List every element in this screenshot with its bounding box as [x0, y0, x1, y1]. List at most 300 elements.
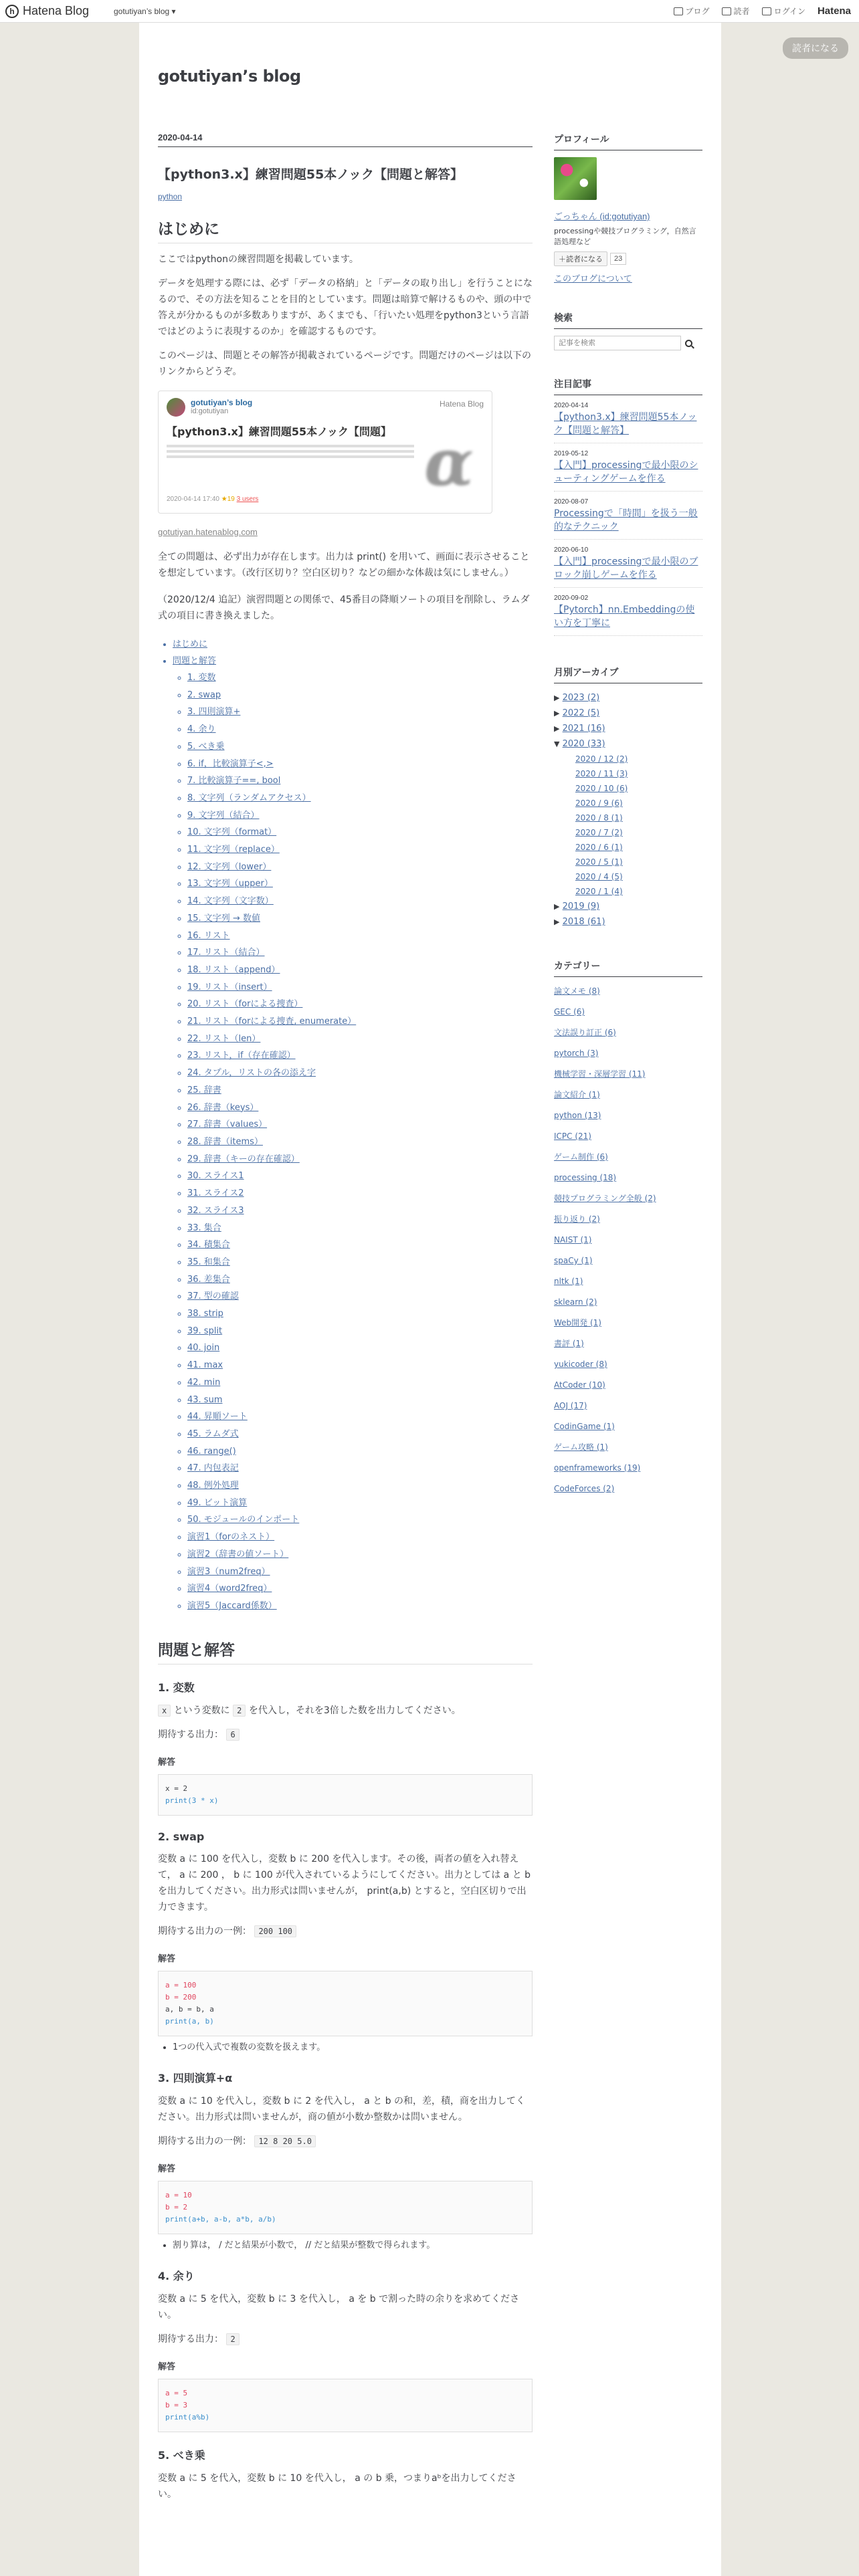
- write-blog-button[interactable]: [674, 5, 710, 17]
- q4-expect: [158, 2331, 533, 2347]
- archive-month-link[interactable]: 2020 / 8 (1): [575, 813, 623, 823]
- category-link[interactable]: CodeForces (2): [554, 1484, 615, 1493]
- q2-text: 変数 a に 100 を代入し，変数 b に 200 を代入します。その後，両者の値を入れ替えて， a に 200 ， b に 100 が代入されているようにしてください。出力としては a と b を出力してください。出力形式は問いませんが， print(a,b) とすると，空白区切りで出力できます。: [158, 1853, 531, 1913]
- recent-item-link[interactable]: 【Pytorch】nn.Embeddingの使い方を丁寧に: [554, 605, 695, 629]
- archive-list: [554, 690, 702, 930]
- toc-subitem: [187, 893, 533, 910]
- toc-link-intro[interactable]: はじめに: [173, 639, 208, 649]
- q1-var-code: x: [158, 1705, 171, 1717]
- search-heading: 検索: [554, 311, 702, 329]
- toc-subitem: [187, 1323, 533, 1340]
- toc-subitem: [187, 1374, 533, 1392]
- toc-subitem: [187, 944, 533, 962]
- toc-sublink[interactable]: 7. 比較演算子==, bool: [187, 776, 281, 786]
- q3-note-list: [173, 2238, 533, 2253]
- toc-subitem: [187, 841, 533, 859]
- toc-subitem: [187, 1237, 533, 1254]
- recent-list: [554, 402, 702, 636]
- category-link[interactable]: 論文メモ (8): [554, 986, 600, 996]
- q4-expect-value: 2: [226, 2333, 239, 2345]
- archive-year-link[interactable]: 2021 (16): [562, 724, 605, 734]
- archive-year[interactable]: [554, 914, 702, 930]
- toc-sublink[interactable]: 10. 文字列（format）: [187, 827, 277, 838]
- embed-excerpt: [167, 442, 414, 461]
- toc-sublink[interactable]: 48. 例外処理: [187, 1481, 239, 1491]
- archive-year-link[interactable]: 2019 (9): [562, 901, 600, 911]
- code-line: a = 100: [165, 1980, 197, 1990]
- toc-subitem: [187, 738, 533, 756]
- toc-subitem: [187, 1220, 533, 1237]
- search-form: [554, 336, 702, 350]
- archive-year-link[interactable]: 2022 (5): [562, 708, 600, 718]
- toc-subitem: [187, 928, 533, 945]
- q1-val-code: 2: [233, 1705, 246, 1717]
- toc-sublink[interactable]: 1. 変数: [187, 673, 216, 683]
- embed-date: 2020-04-14 17:40: [167, 496, 219, 503]
- toc-subitem: [187, 979, 533, 996]
- toc-link-qa[interactable]: 問題と解答: [173, 656, 217, 666]
- intro-paragraph-3: このページは、問題とその解答が掲載されているページです。問題だけのページは以下のリンクからどうぞ。: [158, 350, 532, 377]
- toc-subitem: [187, 962, 533, 979]
- search-icon[interactable]: [685, 340, 692, 347]
- article: [158, 132, 533, 2502]
- category-link[interactable]: GEC (6): [554, 1007, 585, 1016]
- toc-subitem: [187, 1580, 533, 1598]
- toc-sublink[interactable]: 50. モジュールのインポート: [187, 1515, 300, 1525]
- recent-item-date: 2020-09-02: [554, 595, 589, 602]
- embed-avatar: [167, 398, 185, 417]
- q1-expect: [158, 1727, 533, 1743]
- q1-text-b: を代入し，それを3倍した数を出力してください。: [248, 1705, 461, 1716]
- q3-title: 3. 四則演算+α: [158, 2071, 233, 2084]
- toc-sublink[interactable]: 32. スライス3: [187, 1205, 244, 1216]
- toc-subitem: [187, 1477, 533, 1495]
- profile-heading: プロフィール: [554, 132, 702, 150]
- toc-sublink[interactable]: 8. 文字列（ランダムアクセス）: [187, 792, 311, 803]
- q5-title: 5. べき乗: [158, 2448, 205, 2462]
- toc-subitem: [187, 687, 533, 704]
- toc-subitem: [187, 1408, 533, 1426]
- recent-divider: [554, 491, 702, 492]
- category-link[interactable]: pytorch (3): [554, 1049, 599, 1058]
- category-link[interactable]: yukicoder (8): [554, 1360, 607, 1369]
- toc-sublink[interactable]: 4. 余り: [187, 724, 216, 735]
- archive-year-link[interactable]: 2018 (61): [562, 917, 605, 927]
- toc-subitem: [187, 1339, 533, 1357]
- category-link[interactable]: ゲーム攻略 (1): [554, 1442, 608, 1452]
- recent-item-link[interactable]: 【入門】processingで最小限のシューティングゲームを作る: [554, 460, 698, 484]
- toc-sublink[interactable]: 13. 文字列（upper）: [187, 879, 273, 889]
- code-line: a = 10: [165, 2190, 192, 2199]
- archive-month-link[interactable]: 2020 / 11 (3): [575, 769, 628, 778]
- q2-note: • 1つの代入式で複数の変数を扱えます。: [173, 2040, 533, 2055]
- blog-card-embed[interactable]: [158, 391, 492, 514]
- archive-toggle-icon[interactable]: ▶: [554, 902, 560, 911]
- pencil-icon: [674, 7, 683, 15]
- category-link[interactable]: ICPC (21): [554, 1132, 591, 1141]
- toc-sublink[interactable]: 47. 内包表記: [187, 1463, 239, 1474]
- blog-name-dropdown[interactable]: gotutiyan’s blog ▾: [114, 7, 176, 16]
- paragraph-output-rule: 全ての問題は、必ず出力が存在します。出力は print() を用いて、画面に表示させることを想定しています。（改行区切り？空白区切り？などの細かな体裁は気にしません。）: [158, 552, 530, 578]
- q3-expect-value: 12 8 20 5.0: [254, 2135, 315, 2147]
- toc-subitem: [187, 1202, 533, 1220]
- hatena-topbar: [0, 0, 859, 23]
- reader-button[interactable]: [722, 5, 750, 17]
- category-link[interactable]: 機械学習・深層学習 (11): [554, 1069, 646, 1079]
- category-link[interactable]: 文法誤り訂正 (6): [554, 1028, 616, 1037]
- q1-title: 1. 変数: [158, 1681, 195, 1694]
- profile-avatar[interactable]: [554, 157, 597, 200]
- q5-text: 変数 a に 5 を代入，変数 b に 10 を代入し， a の b 乗，つまりaᵇを出力してください。: [158, 2472, 516, 2500]
- toc-subitem: [187, 824, 533, 841]
- code-line: print(a%b): [165, 2412, 210, 2422]
- toc-sublink[interactable]: 27. 辞書（values）: [187, 1119, 268, 1130]
- toc-sublink[interactable]: 25. 辞書: [187, 1085, 221, 1095]
- embed-blog-id: id:gotutiyan: [191, 407, 229, 415]
- profile-description: processingや競技プログラミング，自然言語処理など: [554, 227, 696, 246]
- toc-sublink[interactable]: 28. 辞書（items）: [187, 1136, 263, 1147]
- toc-sublink[interactable]: 35. 和集合: [187, 1257, 230, 1267]
- q4-expect-label: 期待する出力：: [158, 2333, 223, 2345]
- toc-subitem: [187, 859, 533, 876]
- q2-title: 2. swap: [158, 1830, 205, 1843]
- archive-year[interactable]: [554, 706, 702, 721]
- sidebar: [554, 132, 702, 1499]
- qa-heading: 問題と解答: [158, 1638, 533, 1665]
- search-input[interactable]: [554, 336, 681, 350]
- q2-expect-value: 200 100: [254, 1925, 296, 1937]
- toc-sublink[interactable]: 46. range(): [187, 1446, 236, 1457]
- hatena-blog-logo[interactable]: [5, 4, 89, 18]
- toc-subitem: [187, 1546, 533, 1564]
- toc-sublink[interactable]: 14. 文字列（文字数）: [187, 896, 274, 907]
- blog-container: [139, 23, 721, 2576]
- recent-item-link[interactable]: 【python3.x】練習問題55本ノック【問題と解答】: [554, 412, 697, 436]
- embed-title[interactable]: 【python3.x】練習問題55本ノック【問題】: [167, 425, 391, 438]
- archive-month-link[interactable]: 2020 / 7 (2): [575, 828, 623, 837]
- category-link[interactable]: Web開発 (1): [554, 1318, 601, 1327]
- category-heading: カテゴリー: [554, 959, 702, 977]
- toc-sublink[interactable]: 22. リスト（len）: [187, 1033, 261, 1044]
- toc-subitem: [187, 875, 533, 893]
- category-link[interactable]: AOJ (17): [554, 1401, 587, 1410]
- toc-subitem: [187, 996, 533, 1013]
- toc-subitem: [187, 807, 533, 825]
- embed-bookmark-users[interactable]: 3 users: [236, 496, 259, 503]
- toc-subitem: [187, 910, 533, 928]
- recent-divider: [554, 587, 702, 588]
- embed-blog-name[interactable]: gotutiyan’s blog: [191, 398, 253, 407]
- toc-sublink[interactable]: 20. リスト（forによる捜査）: [187, 999, 303, 1010]
- toc-subitem: [187, 1065, 533, 1082]
- toc-subitem: [187, 1134, 533, 1151]
- entry-title[interactable]: 【python3.x】練習問題55本ノック【問題と解答】: [158, 167, 463, 182]
- toc-subitem: [187, 1460, 533, 1477]
- category-link[interactable]: 振り返り (2): [554, 1214, 600, 1224]
- category-link[interactable]: processing (18): [554, 1173, 617, 1182]
- toc-subitem: [187, 1564, 533, 1581]
- q4-answer-heading: 解答: [158, 2361, 176, 2372]
- recent-item-date: 2020-06-10: [554, 546, 589, 554]
- entry-date[interactable]: 2020-04-14: [158, 132, 533, 147]
- toc-sublink[interactable]: 23. リスト，if（存在確認）: [187, 1051, 296, 1061]
- recent-item-date: 2020-08-07: [554, 498, 589, 506]
- toc-sublist: [187, 669, 533, 1615]
- toc-subitem: [187, 1305, 533, 1323]
- toc-item: [173, 636, 533, 653]
- archive-year[interactable]: [554, 721, 702, 736]
- archive-month-link[interactable]: 2020 / 1 (4): [575, 887, 623, 896]
- toc-subitem: [187, 669, 533, 687]
- toc-subitem: [187, 1047, 533, 1065]
- toc-sublink[interactable]: 45. ラムダ式: [187, 1428, 239, 1439]
- recent-item: [554, 546, 702, 588]
- code-line: b = 200: [165, 1992, 197, 2002]
- q1-text-a: という変数に: [173, 1705, 230, 1716]
- q3-answer-heading: 解答: [158, 2163, 176, 2174]
- archive-month-link[interactable]: 2020 / 4 (5): [575, 872, 623, 881]
- code-line: print(a+b, a-b, a*b, a/b): [165, 2214, 276, 2224]
- recent-item-date: 2020-04-14: [554, 402, 589, 409]
- toc-sublink[interactable]: 34. 積集合: [187, 1240, 230, 1251]
- reader-icon: [722, 7, 731, 15]
- hatena-logo-icon: h: [5, 5, 19, 18]
- hatena-blog-logo-text: Hatena Blog: [23, 4, 90, 17]
- reader-count: 23: [610, 253, 626, 265]
- toc-sublink[interactable]: 42. min: [187, 1377, 221, 1388]
- q1-answer-heading: 解答: [158, 1757, 176, 1767]
- recent-item: [554, 402, 702, 443]
- toc-sublink[interactable]: 40. join: [187, 1343, 220, 1354]
- hatena-brand-link[interactable]: Hatena: [817, 5, 851, 17]
- entry-category-link[interactable]: python: [158, 192, 183, 201]
- toc-subitem: [187, 1031, 533, 1048]
- toc-sublink[interactable]: 38. strip: [187, 1309, 223, 1319]
- archive-toggle-icon[interactable]: ▶: [554, 724, 560, 733]
- toc-sublink[interactable]: 43. sum: [187, 1394, 223, 1405]
- toc-item: [173, 653, 533, 1615]
- q2-code-block: [158, 1971, 533, 2036]
- toc-subitem: [187, 1288, 533, 1305]
- toc-subitem: [187, 721, 533, 738]
- q1-expect-value: 6: [226, 1729, 239, 1741]
- toc-sublink[interactable]: 演習1（forのネスト）: [187, 1532, 275, 1543]
- toc-subitem: [187, 756, 533, 773]
- toc-subitem: [187, 1254, 533, 1271]
- category-link[interactable]: spaCy (1): [554, 1256, 593, 1265]
- archive-toggle-icon[interactable]: ▼: [554, 740, 560, 748]
- code-line: print(3 * x): [165, 1796, 219, 1805]
- toc-sublink[interactable]: 31. スライス2: [187, 1188, 244, 1199]
- toc-sublink[interactable]: 24. タプル，リストの各の添え字: [187, 1068, 316, 1079]
- blog-title[interactable]: gotutiyan’s blog: [158, 67, 301, 86]
- category-link[interactable]: 書評 (1): [554, 1339, 584, 1348]
- category-link[interactable]: nltk (1): [554, 1277, 583, 1286]
- toc-subitem: [187, 704, 533, 721]
- q2-answer-heading: 解答: [158, 1953, 176, 1964]
- q1-text: [158, 1703, 533, 1719]
- recent-item: [554, 595, 702, 636]
- toc-subitem: [187, 1511, 533, 1529]
- q3-expect-label: 期待する出力の一例：: [158, 2135, 252, 2147]
- toc-sublink[interactable]: 11. 文字列（replace）: [187, 845, 280, 855]
- toc-subitem: [187, 1426, 533, 1443]
- q2-note-list: [173, 2040, 533, 2055]
- code-line: print(a, b): [165, 2016, 214, 2026]
- toc-sublink[interactable]: 演習2（辞書の値ソート）: [187, 1549, 289, 1560]
- login-label: ログイン: [773, 7, 805, 16]
- toc-sublink[interactable]: 30. スライス1: [187, 1171, 244, 1182]
- intro-paragraph-2: データを処理する際には、必ず「データの格納」と「データの取り出し」を行うことになるので、その方法を知ることを目的としています。問題は暗算で解けるものや、頭の中で答えが分かるものが多数ありますが、あくまでも、「行いたい処理をpython3という言語ではどのように表現するのか」を確認するものです。: [158, 278, 533, 337]
- profile-subscribe-button[interactable]: ＋読者になる: [554, 251, 607, 266]
- embed-source-link[interactable]: gotutiyan.hatenablog.com: [158, 527, 258, 537]
- toc-subitem: [187, 1271, 533, 1289]
- login-icon: [762, 7, 771, 15]
- category-link[interactable]: openframeworks (19): [554, 1463, 641, 1473]
- toc-sublink[interactable]: 3. 四則演算+: [187, 707, 241, 718]
- toc-sublink[interactable]: 21. リスト（forによる捜査, enumerate）: [187, 1016, 357, 1027]
- q3-note: • 割り算は， / だと結果が小数で， // だと結果が整数で得られます。: [173, 2238, 533, 2253]
- category-link[interactable]: ゲーム制作 (6): [554, 1152, 608, 1162]
- profile-subscribe-label: 読者になる: [566, 255, 603, 263]
- toc-sublink[interactable]: 41. max: [187, 1360, 223, 1371]
- embed-thumbnail: α: [424, 425, 474, 500]
- category-link[interactable]: CodinGame (1): [554, 1422, 615, 1431]
- q4-title: 4. 余り: [158, 2269, 195, 2282]
- code-line: b = 2: [165, 2202, 188, 2212]
- toc-subitem: [187, 1185, 533, 1202]
- recent-item: [554, 498, 702, 540]
- toc-subitem: [187, 1495, 533, 1512]
- toc-sublink[interactable]: 49. ビット演算: [187, 1497, 248, 1508]
- q4-code-block: [158, 2379, 533, 2432]
- code-line: b = 3: [165, 2400, 188, 2409]
- embed-star-count[interactable]: ★19: [221, 496, 235, 503]
- toc-sublink[interactable]: 37. 型の確認: [187, 1291, 239, 1302]
- intro-heading: はじめに: [158, 217, 533, 243]
- q3-code-block: [158, 2181, 533, 2234]
- toc-sublink[interactable]: 39. split: [187, 1325, 223, 1336]
- category-link[interactable]: sklearn (2): [554, 1297, 597, 1307]
- code-line: a, b = b, a: [165, 2004, 214, 2014]
- toc-sublink[interactable]: 6. if，比較演算子<,>: [187, 758, 274, 769]
- q1-code-block: [158, 1774, 533, 1816]
- recent-divider: [554, 539, 702, 540]
- toc-sublink[interactable]: 15. 文字列 → 数値: [187, 913, 260, 924]
- category-list: [554, 981, 702, 1499]
- toc-sublink[interactable]: 2. swap: [187, 689, 221, 700]
- toc-sublink[interactable]: 12. 文字列（lower）: [187, 861, 272, 872]
- toc-subitem: [187, 1357, 533, 1374]
- archive-toggle-icon[interactable]: ▶: [554, 693, 560, 702]
- q4-text: 変数 a に 5 を代入，変数 b に 3 を代入し， a を b で割った時の余りを求めてください。: [158, 2293, 520, 2321]
- toc-sublink[interactable]: 44. 昇順ソート: [187, 1412, 248, 1422]
- paragraph-update-note: （2020/12/4 追記）演習問題との関係で、45番目の降順ソートの項目を削除し、ラムダ式の項目に書き換えました。: [158, 595, 530, 621]
- archive-toggle-icon[interactable]: ▶: [554, 918, 560, 926]
- toc-sublink[interactable]: 19. リスト（insert）: [187, 982, 272, 992]
- recent-item-link[interactable]: 【入門】processingで最小限のブロック崩しゲームを作る: [554, 556, 698, 580]
- q2-expect-label: 期待する出力の一例：: [158, 1925, 252, 1937]
- embed-meta: [167, 496, 258, 503]
- category-link[interactable]: 論文紹介 (1): [554, 1090, 600, 1099]
- category-link[interactable]: AtCoder (10): [554, 1380, 605, 1390]
- toc-subitem: [187, 1013, 533, 1031]
- toc-subitem: [187, 1099, 533, 1117]
- q2-expect: [158, 1923, 533, 1939]
- reader-label: 読者: [733, 7, 750, 16]
- toc-subitem: [187, 772, 533, 790]
- toc-subitem: [187, 1598, 533, 1615]
- q3-expect: [158, 2133, 533, 2149]
- archive-year-link[interactable]: 2023 (2): [562, 693, 600, 703]
- subscribe-button[interactable]: 読者になる: [783, 37, 848, 59]
- table-of-contents: [173, 636, 533, 1615]
- q3-text: 変数 a に 10 を代入し，変数 b に 2 を代入し， a と b の和，差，積，商を出力してください。出力形式は問いませんが，商の値が小数か整数かは問いません。: [158, 2095, 526, 2123]
- toc-sublink[interactable]: 演習4（word2freq）: [187, 1584, 272, 1594]
- toc-sublink[interactable]: 9. 文字列（結合）: [187, 810, 260, 821]
- toc-sublink[interactable]: 36. 差集合: [187, 1274, 230, 1285]
- toc-sublink[interactable]: 26. 辞書（keys）: [187, 1102, 259, 1113]
- toc-subitem: [187, 1082, 533, 1099]
- toc-subitem: [187, 1116, 533, 1134]
- recent-heading: 注目記事: [554, 377, 702, 395]
- toc-sublink[interactable]: 演習3（num2freq）: [187, 1566, 270, 1577]
- profile-readers: [554, 251, 702, 266]
- toc-sublink[interactable]: 5. べき乗: [187, 741, 225, 752]
- about-blog-link[interactable]: このブログについて: [554, 274, 632, 284]
- archive-month-link[interactable]: 2020 / 5 (1): [575, 857, 623, 867]
- embed-service-label: Hatena Blog: [439, 399, 484, 409]
- archive-year[interactable]: [554, 736, 702, 752]
- toc-subitem: [187, 1392, 533, 1409]
- recent-divider: [554, 635, 702, 636]
- toc-sublink[interactable]: 16. リスト: [187, 930, 230, 941]
- archive-toggle-icon[interactable]: ▶: [554, 709, 560, 718]
- toc-subitem: [187, 1529, 533, 1546]
- recent-item: [554, 450, 702, 492]
- archive-heading: 月別アーカイブ: [554, 665, 702, 683]
- archive-year[interactable]: [554, 899, 702, 914]
- archive-month-link[interactable]: 2020 / 12 (2): [575, 754, 628, 764]
- archive-year[interactable]: [554, 690, 702, 706]
- toc-sublink[interactable]: 18. リスト（append）: [187, 964, 280, 975]
- code-line: a = 5: [165, 2388, 188, 2397]
- category-link[interactable]: 競技プログラミング全般 (2): [554, 1194, 656, 1203]
- toc-sublink[interactable]: 演習5（Jaccard係数）: [187, 1600, 277, 1611]
- toc-subitem: [187, 1151, 533, 1168]
- toc-sublink[interactable]: 29. 辞書（キーの存在確認）: [187, 1154, 300, 1164]
- archive-year-link[interactable]: 2020 (33): [562, 739, 605, 749]
- write-blog-label: ブログ: [685, 7, 710, 16]
- toc-subitem: [187, 1443, 533, 1461]
- category-link[interactable]: python (13): [554, 1111, 601, 1120]
- category-link[interactable]: NAIST (1): [554, 1235, 592, 1245]
- code-line: x = 2: [165, 1784, 188, 1793]
- toc-subitem: [187, 790, 533, 807]
- archive-month-link[interactable]: 2020 / 9 (6): [575, 798, 623, 808]
- toc-sublink[interactable]: 33. 集合: [187, 1222, 221, 1233]
- archive-month-link[interactable]: 2020 / 10 (6): [575, 784, 628, 793]
- toc-subitem: [187, 1168, 533, 1185]
- toc-sublink[interactable]: 17. リスト（結合）: [187, 948, 265, 958]
- intro-paragraph-1: ここではpythonの練習問題を掲載しています。: [158, 254, 359, 265]
- q1-expect-label: 期待する出力：: [158, 1729, 223, 1740]
- login-button[interactable]: [762, 5, 805, 17]
- recent-item-date: 2019-05-12: [554, 450, 589, 457]
- archive-month-link[interactable]: 2020 / 6 (1): [575, 843, 623, 852]
- recent-item-link[interactable]: Processingで「時間」を扱う一般的なテクニック: [554, 508, 698, 532]
- profile-name-link[interactable]: ごっちゃん (id:gotutiyan): [554, 211, 650, 221]
